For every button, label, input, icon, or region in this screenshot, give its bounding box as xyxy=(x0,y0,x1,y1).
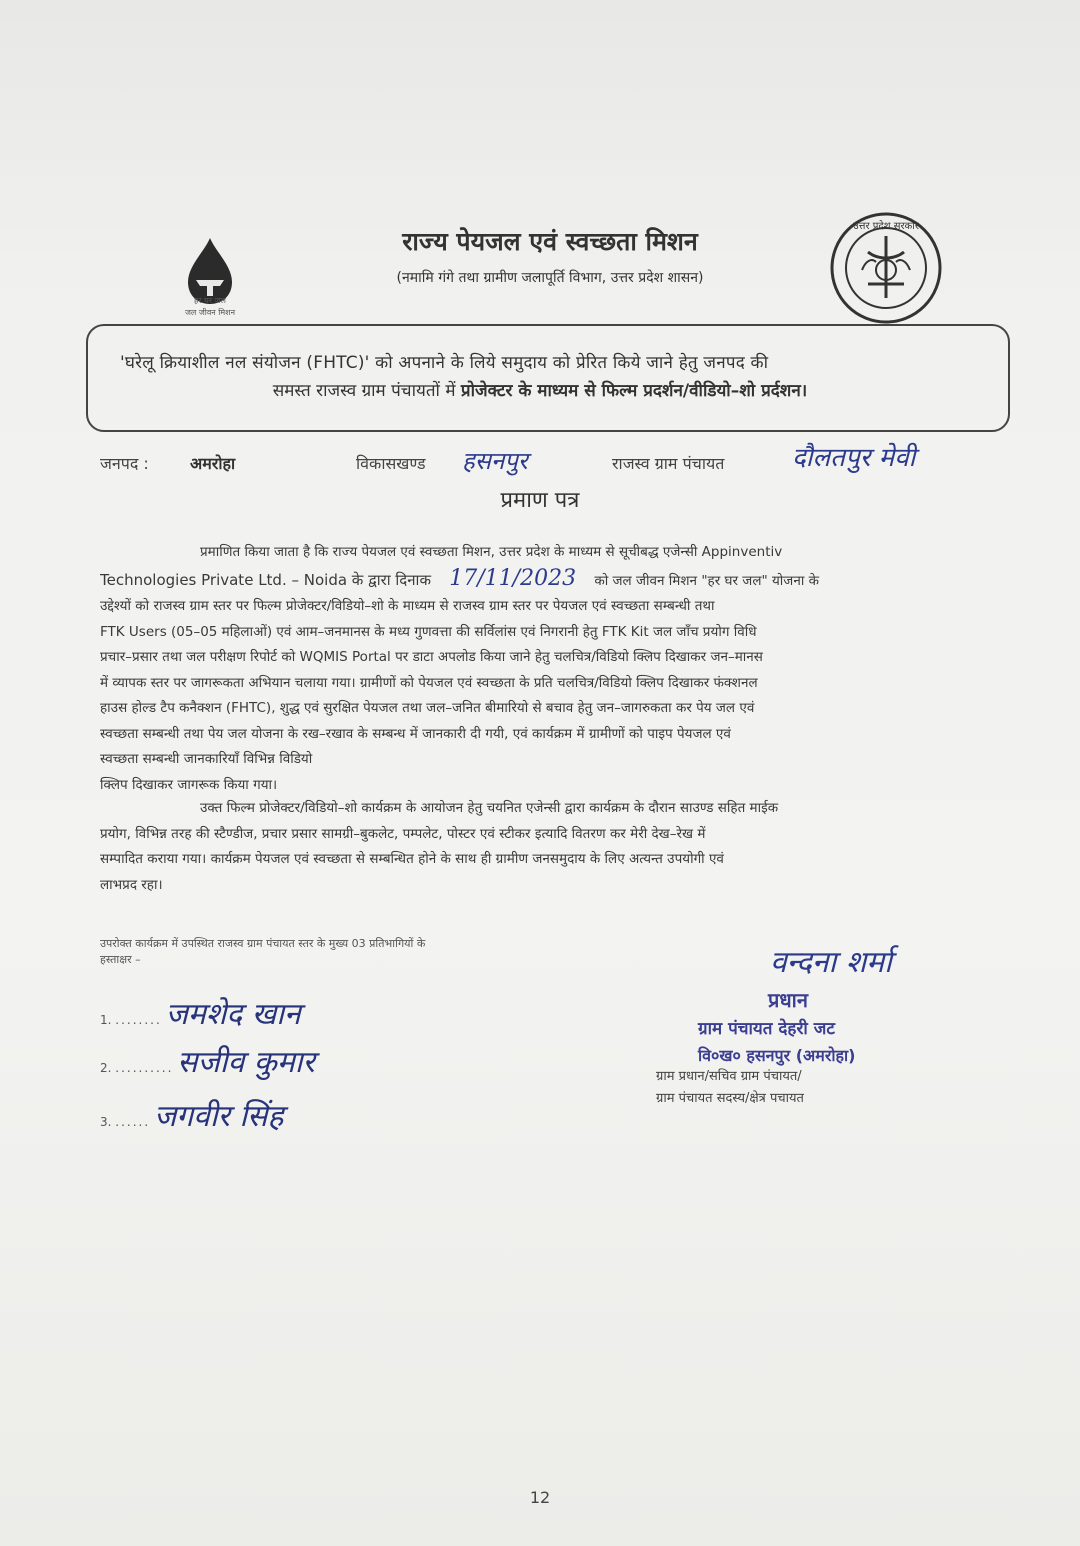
pradhan-signature: वन्दना शर्मा xyxy=(770,945,892,980)
stamp-block: वि०ख० हसनपुर (अमरोहा) xyxy=(698,1046,856,1065)
participant-signature: सजीव कुमार xyxy=(177,1045,315,1080)
page-number: 12 xyxy=(529,1488,551,1507)
paragraph-line: प्रयोग, विभिन्न तरह की स्टैण्डीज, प्रचार प्रसार सामग्री–बुकलेट, पम्पलेट, पोस्टर एवं स्टीकर इत्यादि वितरण कर मेरी देख–रेख में xyxy=(100,825,706,842)
paragraph-line: उक्त फिल्म प्रोजेक्टर/विडियो–शो कार्यक्रम के आयोजन हेतु चयनित एजेन्सी द्वारा कार्यक्रम के दौरान साउण्ड सहित माईक xyxy=(200,800,779,816)
logo-tagline-sub: जल जीवन मिशन xyxy=(184,308,236,317)
paragraph-line: हाउस होल्ड टैप कनैक्शन (FHTC), शुद्ध एवं सुरक्षित पेयजल तथा जल–जनित बीमारियो से बचाव हेतु जन–जागरुकता कर पेय जल एवं xyxy=(100,700,755,716)
participants-intro-2: हस्ताक्षर – xyxy=(100,953,141,966)
up-government-seal xyxy=(828,210,944,326)
header-title: राज्य पेयजल एवं स्वच्छता मिशन xyxy=(402,227,698,256)
paragraph-line: क्लिप दिखाकर जागरूक किया गया। xyxy=(100,776,278,793)
logo-tagline: हर घर जल xyxy=(194,296,226,305)
block-value: हसनपुर xyxy=(462,447,528,475)
paragraph-line: स्वच्छता सम्बन्धी जानकारियॉं विभिन्न विडियो xyxy=(100,751,313,767)
participant-row: 1. ........ जमशेद खान xyxy=(100,997,301,1032)
paragraph-line: स्वच्छता सम्बन्धी तथा पेय जल योजना के रख–रखाव के सम्बन्ध में जानकारी दी गयी, एवं कार्यक्रम में ग्रामीणों को पाइप पेयजल एवं xyxy=(100,725,731,742)
participant-row: 3. ...... जगवीर सिंह xyxy=(100,1099,284,1134)
header-subtitle: (नमामि गंगे तथा ग्रामीण जलापूर्ति विभाग, उत्तर प्रदेश शासन) xyxy=(396,270,704,286)
role-line-1: ग्राम प्रधान/सचिव ग्राम पंचायत/ xyxy=(656,1069,802,1084)
participant-number: 3. xyxy=(100,1115,112,1129)
paragraph-2 xyxy=(100,796,1034,898)
subject-line-2-plain: समस्त राजस्व ग्राम पंचायतों में xyxy=(272,381,456,401)
subject-line-1: 'घरेलू क्रियाशील नल संयोजन (FHTC)' को अपनाने के लिये समुदाय को प्रेरित किये जाने हेतु जनपद की xyxy=(120,353,769,373)
paragraph-line: में व्यापक स्तर पर जागरूकता अभियान चलाया गया। ग्रामीणों को पेयजल एवं स्वच्छता के प्रति चलचित्र/विडियो क्लिप दिखाकर फंक्शनल xyxy=(100,674,758,691)
panchayat-label: राजस्व ग्राम पंचायत xyxy=(612,454,725,473)
certificate-title: प्रमाण पत्र xyxy=(500,488,580,513)
paragraph-line: प्रचार–प्रसार तथा जल परीक्षण रिपोर्ट को WQMIS Portal पर डाटा अपलोड किया जाने हेतु चलचित्र/विडियो क्लिप दिखाकर जन–मानस xyxy=(100,649,763,665)
seal-text: उत्तर प्रदेश सरकार xyxy=(853,221,919,232)
stamp-pradhan: प्रधान xyxy=(768,988,808,1012)
district-value: अमरोहा xyxy=(190,454,236,473)
district-label: जनपद : xyxy=(100,454,149,473)
paragraph-line: लाभप्रद रहा। xyxy=(100,876,163,893)
paragraph-line: प्रमाणित किया जाता है कि राज्य पेयजल एवं स्वच्छता मिशन, उत्तर प्रदेश के माध्यम से सूचीबद्ध एजेन्सी Appinventiv xyxy=(200,544,783,560)
participants-intro: उपरोक्त कार्यक्रम में उपस्थित राजस्व ग्राम पंचायत स्तर के मुख्य 03 प्रतिभागियों के xyxy=(100,937,426,950)
jal-jeevan-mission-logo xyxy=(160,236,260,326)
participant-signature: जमशेद खान xyxy=(165,997,301,1032)
paragraph-line-head: Technologies Private Ltd. – Noida के द्वारा दिनाक xyxy=(100,570,431,589)
paragraph-line: सम्पादित कराया गया। कार्यक्रम पेयजल एवं स्वच्छता से सम्बन्धित होने के साथ ही ग्रामीण जनसमुदाय के लिए अत्यन्त उपयोगी एवं xyxy=(100,851,724,867)
role-line-2: ग्राम पंचायत सदस्य/क्षेत्र पचायत xyxy=(656,1091,804,1106)
paragraph-line: उद्देश्यों को राजस्व ग्राम स्तर पर फिल्म प्रोजेक्टर/विडियो–शो के माध्यम से राजस्व ग्राम स्तर पर पेयजल एवं स्वच्छता सम्बन्धी तथा xyxy=(100,598,715,614)
paragraph-line-tail: को जल जीवन मिशन "हर घर जल" योजना के xyxy=(594,572,819,589)
participant-number: 1. xyxy=(100,1013,112,1027)
stamp-panchayat: ग्राम पंचायत देहरी जट xyxy=(698,1019,835,1039)
paragraph-1 xyxy=(100,540,1034,798)
participant-signature: जगवीर सिंह xyxy=(154,1099,284,1134)
paragraph-line xyxy=(100,566,1034,595)
subject-line-2-bold: प्रोजेक्टर के माध्यम से फिल्म प्रदर्शन/वीडियो–शो प्रर्दशन। xyxy=(460,381,808,401)
participant-number: 2. xyxy=(100,1061,112,1075)
block-label: विकासखण्ड xyxy=(356,454,426,473)
program-date: 17/11/2023 xyxy=(449,565,577,591)
panchayat-value: दौलतपुर मेवी xyxy=(792,443,916,473)
paragraph-line: FTK Users (05–05 महिलाओं) एवं आम–जनमानस के मध्य गुणवत्ता की सर्विलांस एवं निगरानी हेतु FTK Kit जल जाँच प्रयोग विधि xyxy=(100,623,757,640)
subject-line-2 xyxy=(120,378,960,401)
participant-row: 2. .......... सजीव कुमार xyxy=(100,1045,315,1080)
